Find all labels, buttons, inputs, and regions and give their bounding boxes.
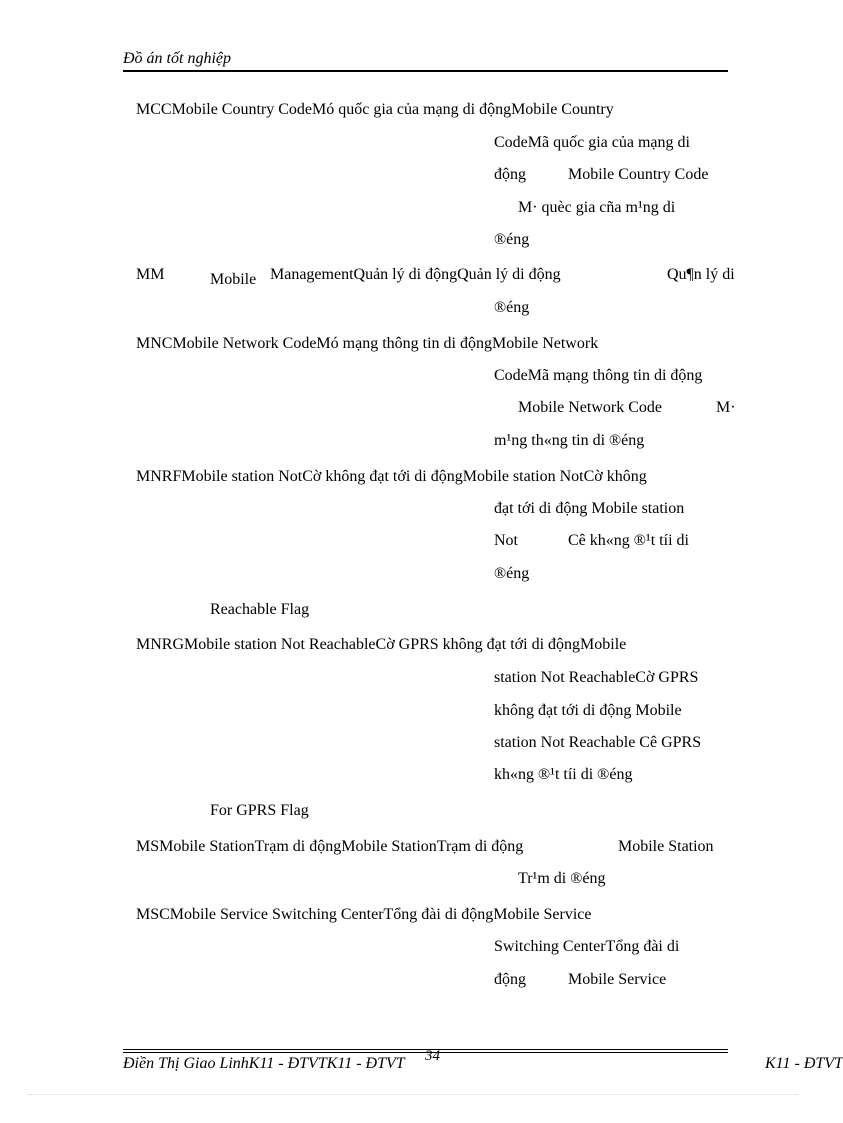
entry-mnrf-line: Cê kh«ng ®¹t tíi di [568,532,689,549]
header-rule [123,70,728,72]
entry-mm-line: MM [136,266,165,283]
entry-mcc-line: Mobile Country Code [568,166,709,183]
entry-mnrg-line: không đạt tới di động Mobile [494,702,682,719]
entry-mm-line: Mobile [210,271,257,288]
entry-ms-line: Mobile Station [618,838,714,855]
entry-mnc-line: Mobile Network Code [518,399,662,416]
entry-mm-line: Qu¶n lý di [667,266,735,283]
entry-mcc-line: MCCMobile Country CodeMó quốc gia của mạng di độngMobile Country [136,101,614,118]
page-edge-divider [28,1094,798,1095]
page-number: 34 [425,1048,440,1064]
entry-mnrf-line: Not [494,532,518,549]
entry-mcc-line: M· quèc gia cña m¹ng di [518,199,676,216]
entry-mnrf-line: đạt tới di động Mobile station [494,500,685,517]
entry-msc-line: động [494,971,526,988]
entry-mnrg-line: For GPRS Flag [210,802,309,819]
entry-mcc-line: CodeMã quốc gia của mạng di [494,134,690,151]
entry-ms-line: Tr¹m di ®éng [518,870,606,887]
entry-mnrg-line: kh«ng ®¹t tíi di ®éng [494,766,633,783]
entry-ms-line: MSMobile StationTrạm di độngMobile StationTrạm di động [136,838,524,855]
footer-right: K11 - ĐTVT [765,1055,843,1072]
entry-mnrf-line: ®éng [494,565,530,582]
entry-mnrg-line: station Not Reachable Cê GPRS [494,734,702,751]
entry-mnc-line: M· [716,399,736,416]
entry-mnrg-line: MNRGMobile station Not ReachableCờ GPRS không đạt tới di độngMobile [136,636,627,653]
entry-mm-line: ManagementQuản lý di độngQuản lý di động [270,266,561,283]
entry-mm-line: ®éng [494,299,530,316]
entry-mnrf-line: MNRFMobile station NotCờ không đạt tới di độngMobile station NotCờ không [136,468,647,485]
entry-mnc-line: CodeMã mạng thông tin di động [494,367,703,384]
entry-msc-line: Mobile Service [568,971,667,988]
header-title: Đồ án tốt nghiệp [123,50,231,67]
entry-mnc-line: MNCMobile Network CodeMó mạng thông tin di độngMobile Network [136,335,599,352]
footer-author: Điền Thị Giao LinhK11 - ĐTVTK11 - ĐTVT [123,1055,405,1072]
entry-mcc-line: ®éng [494,231,530,248]
entry-mcc-line: động [494,166,526,183]
entry-mnrf-line: Reachable Flag [210,601,310,618]
entry-mnc-line: m¹ng th«ng tin di ®éng [494,432,645,449]
entry-msc-line: Switching CenterTổng đài di [494,938,680,955]
entry-msc-line: MSCMobile Service Switching CenterTổng đài di độngMobile Service [136,906,592,923]
entry-mnrg-line: station Not ReachableCờ GPRS [494,669,699,686]
